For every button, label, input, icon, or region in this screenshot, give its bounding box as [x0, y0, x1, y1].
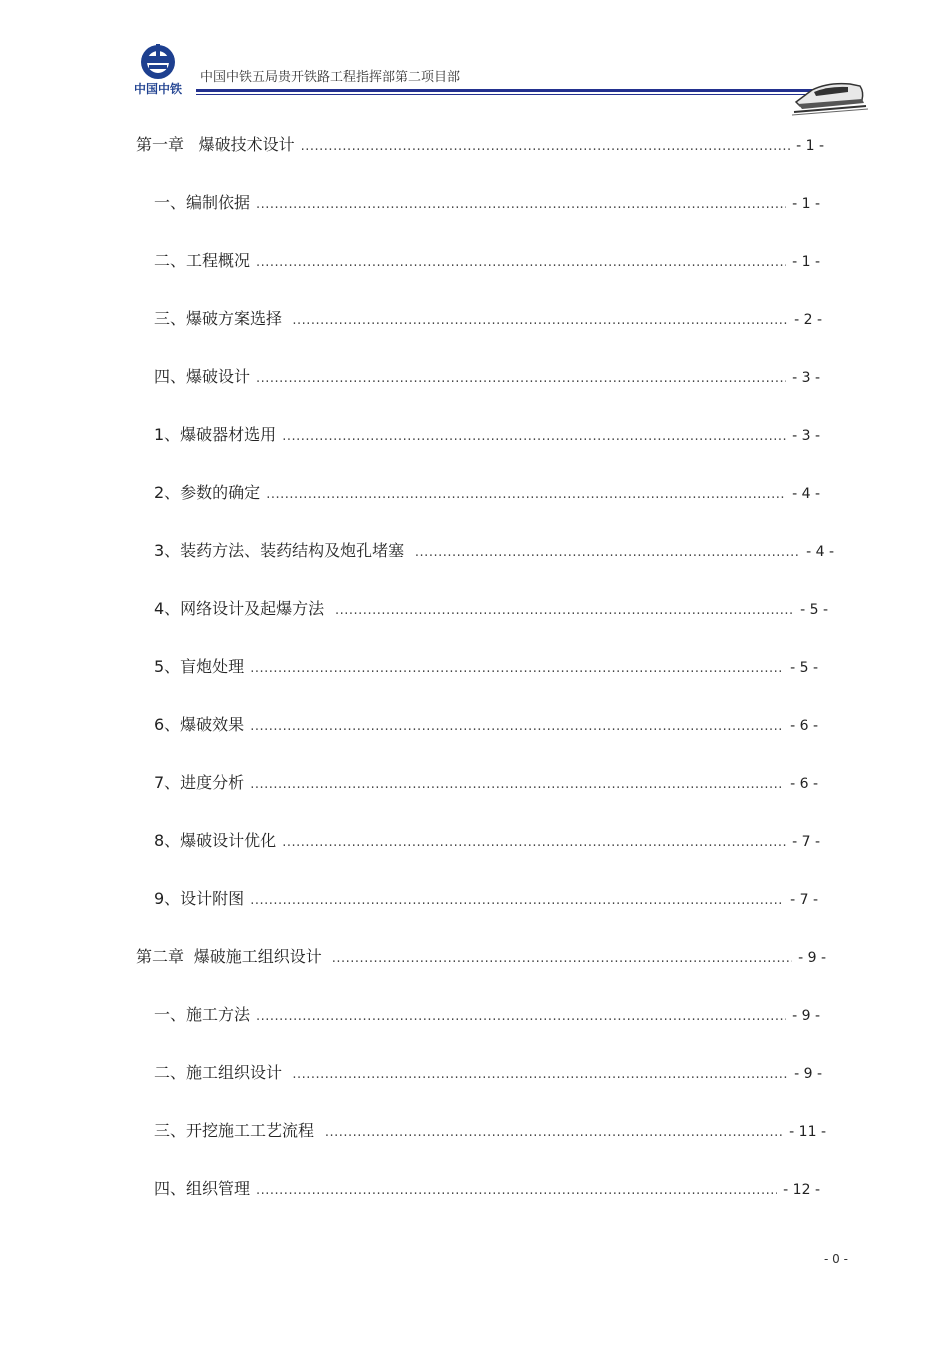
toc-entry-page: - 9 - [798, 950, 826, 966]
toc-entry-page: - 6 - [790, 776, 818, 792]
toc-entry-label: 第二章 [136, 947, 185, 966]
toc-entry-page: - 11 - [789, 1124, 826, 1140]
toc-entry[interactable] [154, 1118, 826, 1142]
toc-entry-page: - 1 - [792, 254, 820, 270]
toc-entry[interactable] [154, 712, 818, 736]
toc-entry-title: 一、施工方法 [154, 1005, 251, 1024]
toc-leader-dots [256, 371, 786, 386]
toc-entry-title: 二、工程概况 [154, 251, 251, 270]
page-header [0, 0, 950, 120]
toc-entry-page: - 5 - [790, 660, 818, 676]
toc-entry-chapter-1[interactable] [136, 132, 824, 156]
toc-entry-page: - 9 - [792, 1008, 820, 1024]
toc-entry-title: 9、设计附图 [154, 889, 245, 908]
toc-leader-dots [266, 487, 786, 502]
toc-entry[interactable] [154, 480, 820, 504]
toc-entry-title: 四、组织管理 [154, 1179, 251, 1198]
toc-leader-dots [256, 1183, 777, 1198]
toc-entry[interactable] [154, 828, 820, 852]
toc-entry[interactable] [154, 1176, 820, 1200]
toc-entry-title: 5、盲炮处理 [154, 657, 245, 676]
toc-leader-dots [325, 1125, 783, 1140]
toc-entry[interactable] [154, 538, 834, 562]
toc-entry-page: - 7 - [792, 834, 820, 850]
toc-leader-dots [415, 545, 800, 560]
logo-text: 中国中铁 [134, 82, 183, 96]
toc-entry-title: 三、开挖施工工艺流程 [154, 1121, 315, 1140]
toc-leader-dots [282, 429, 786, 444]
toc-entry-title: 四、爆破设计 [154, 367, 251, 386]
toc-leader-dots [250, 777, 784, 792]
toc-entry[interactable] [154, 306, 822, 330]
header-title: 中国中铁五局贵开铁路工程指挥部第二项目部 [200, 70, 461, 85]
toc-leader-dots [335, 603, 794, 618]
toc-entry-page: - 5 - [800, 602, 828, 618]
toc-entry-title: 三、爆破方案选择 [154, 309, 283, 328]
toc-leader-dots [256, 255, 786, 270]
toc-entry-page: - 7 - [790, 892, 818, 908]
toc-entry[interactable] [154, 364, 820, 388]
toc-entry-title: 4、网络设计及起爆方法 [154, 599, 325, 618]
toc-entry-title: 7、进度分析 [154, 773, 245, 792]
toc-leader-dots [301, 139, 790, 154]
toc-entry-page: - 4 - [792, 486, 820, 502]
toc-leader-dots [256, 197, 786, 212]
toc-entry-page: - 2 - [794, 312, 822, 328]
train-icon [792, 72, 868, 116]
toc-entry-page: - 3 - [792, 428, 820, 444]
toc-entry-title: 2、参数的确定 [154, 483, 261, 502]
toc-entry[interactable] [154, 770, 818, 794]
page-number: - 0 - [824, 1252, 848, 1266]
toc-leader-dots [282, 835, 786, 850]
toc-entry-title: 3、装药方法、装药结构及炮孔堵塞 [154, 541, 405, 560]
toc-entry-page: - 3 - [792, 370, 820, 386]
toc-leader-dots [292, 1067, 788, 1082]
toc-entry-title: 6、爆破效果 [154, 715, 245, 734]
toc-entry[interactable] [154, 190, 820, 214]
header-rule [196, 89, 844, 92]
toc-entry-page: - 1 - [792, 196, 820, 212]
toc-leader-dots [292, 313, 788, 328]
toc-entry-title: 爆破技术设计 [198, 135, 295, 154]
toc-entry[interactable] [154, 1002, 820, 1026]
toc-entry-chapter-2[interactable] [136, 944, 826, 968]
toc-entry[interactable] [154, 886, 818, 910]
toc-entry[interactable] [154, 248, 820, 272]
toc-entry-title: 爆破施工组织设计 [193, 947, 322, 966]
toc-entry[interactable] [154, 654, 818, 678]
toc-entry-title: 1、爆破器材选用 [154, 425, 277, 444]
toc-entry-title: 一、编制依据 [154, 193, 251, 212]
toc-entry-page: - 1 - [796, 138, 824, 154]
toc-leader-dots [250, 893, 784, 908]
toc-entry-page: - 12 - [783, 1182, 820, 1198]
toc-leader-dots [250, 719, 784, 734]
toc-entry[interactable] [154, 422, 820, 446]
toc-entry[interactable] [154, 596, 828, 620]
toc-leader-dots [332, 951, 792, 966]
toc-entry-label: 第一章 [136, 135, 185, 154]
toc-entry-page: - 9 - [794, 1066, 822, 1082]
toc-entry-page: - 4 - [806, 544, 834, 560]
toc-entry[interactable] [154, 1060, 822, 1084]
toc-entry-title: 8、爆破设计优化 [154, 831, 277, 850]
toc-entry-title: 二、施工组织设计 [154, 1063, 283, 1082]
toc-leader-dots [256, 1009, 786, 1024]
toc-entry-page: - 6 - [790, 718, 818, 734]
header-rule-thin [196, 94, 848, 95]
toc-leader-dots [250, 661, 784, 676]
